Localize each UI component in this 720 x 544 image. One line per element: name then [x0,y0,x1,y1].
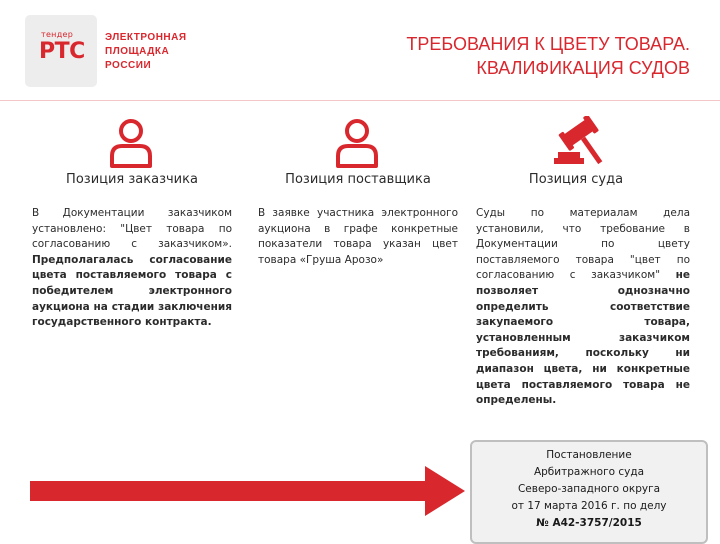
ruling-line-4: от 17 марта 2016 г. по делу [511,500,667,512]
logo-line-2: ПЛОЩАДКА [105,46,170,57]
logo-badge [25,15,97,87]
customer-position-text [32,206,232,331]
heading-supplier: Позиция поставщика [285,172,431,187]
logo [25,15,225,87]
heading-customer: Позиция заказчика [66,172,198,187]
supplier-position-text [258,206,458,268]
person-icon [106,118,156,170]
person-icon [332,118,382,170]
ruling-line-1: Постановление [546,449,632,461]
customer-text-plain: В Документации заказчиком установлено: "Цвет товара по согласованию с заказчиком». [32,207,232,251]
page-title [406,32,690,80]
title-line-2: КВАЛИФИКАЦИЯ СУДОВ [476,58,690,78]
heading-court: Позиция суда [528,172,624,187]
court-text-plain: Суды по материалам дела установили, что требование в Документации по цвету поставляемого товара "цвет по согласованию с заказчиком" [476,207,690,282]
logo-line-3: РОССИИ [105,60,152,71]
court-text-bold: не позволяет однозначно определить соответствие закупаемого товара, установленным заказчиком требованиям, поскольку ни диапазон цвета, ни конкретные цвета поставляемого товара не определены. [476,269,691,407]
ruling-case-number: № А42-3757/2015 [536,517,642,529]
gavel-icon [552,116,616,166]
court-ruling-box [470,440,708,544]
ruling-line-3: Северо-западного округа [517,483,661,495]
ruling-line-2: Арбитражного суда [533,466,645,478]
logo-big-text: РТС [39,39,85,64]
logo-small-text: тендер [41,30,74,39]
logo-line-1: ЭЛЕКТРОННАЯ [105,32,187,43]
header-divider [0,100,720,101]
title-line-1: ТРЕБОВАНИЯ К ЦВЕТУ ТОВАРА. [406,34,690,54]
court-position-text [476,206,690,409]
customer-text-bold: Предполагалась согласование цвета поставляемого товара с победителем электронного аукциона на стадии заключения государственного контракта. [32,253,232,329]
supplier-text-plain: В заявке участника электронного аукциона в графе конкретные показатели товара указан цвет товара «Груша Арозо» [258,207,458,266]
arrow-right-icon [30,466,465,516]
